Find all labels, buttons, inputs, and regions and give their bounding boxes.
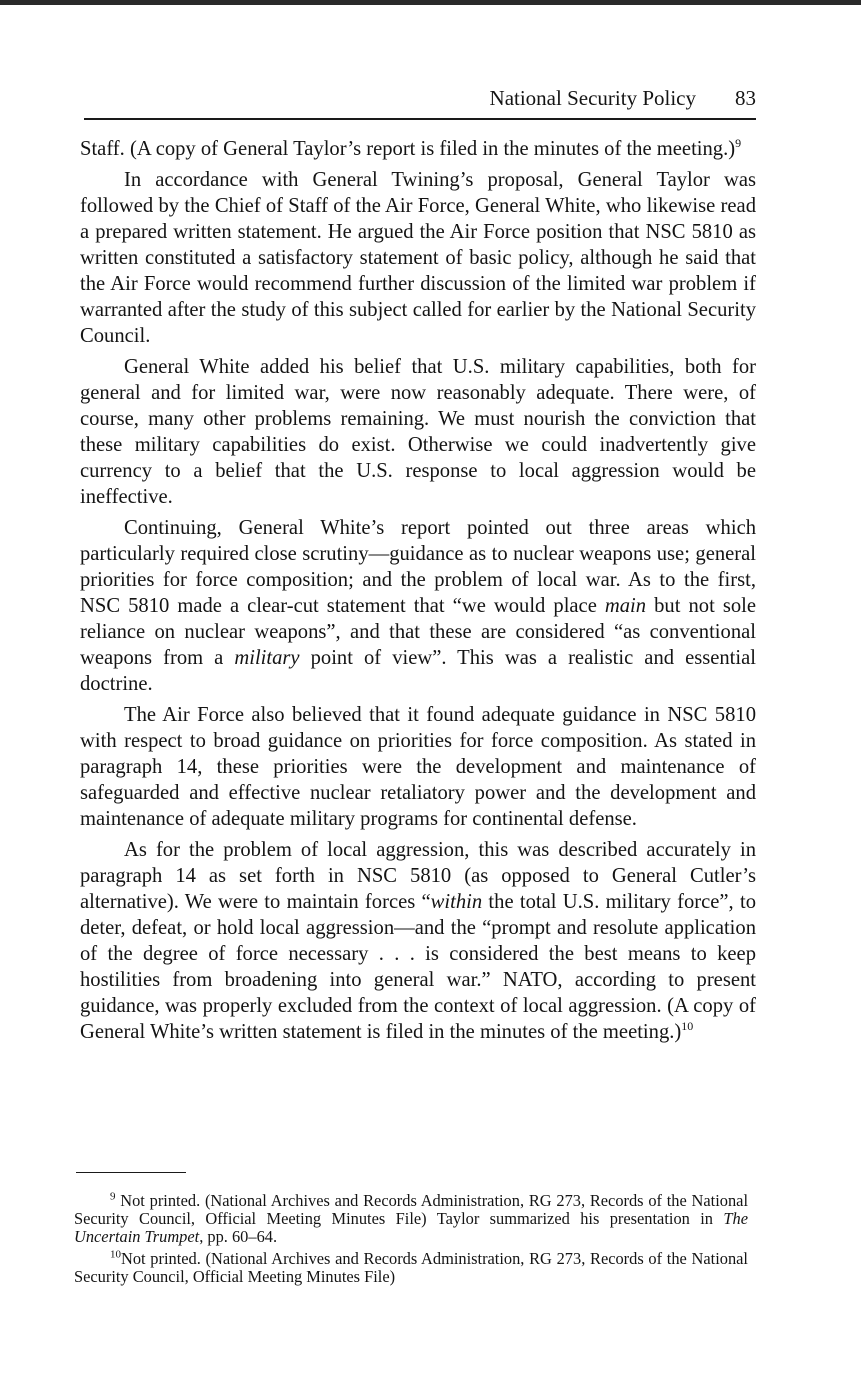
paragraph (80, 136, 756, 162)
paragraph (80, 702, 756, 832)
emphasis-text: military (234, 647, 300, 669)
paragraph (80, 837, 756, 1045)
paragraph-text: General White added his belief that U.S. military capabilities, both for general and for limited war, were now reasonably adequate. There were, of course, many other problems remaining. We must nourish the conviction that these military capabilities do exist. Otherwise we could inadvertently give currency to a belief that the U.S. response to local aggression would be ineffective. (80, 356, 756, 508)
paragraph-text: As for the problem of local aggression, this was described accurately in paragraph 14 as set forth in NSC 5810 (as opposed to General Cutler’s alternative). We were to maintain forces “ (80, 839, 756, 913)
paragraph-text: In accordance with General Twining’s proposal, General Taylor was followed by the Chief of Staff of the Air Force, General White, who likewise read a prepared written statement. He argued the Air Force position that NSC 5810 as written constituted a satisfactory statement of basic policy, although he said that the Air Force would recommend further discussion of the limited war problem if warranted after the study of this subject called for earlier by the National Security Council. (80, 169, 756, 347)
emphasis-text: within (430, 891, 483, 913)
paragraph-text: The Air Force also believed that it found adequate guidance in NSC 5810 with respect to broad guidance on priorities for force composition. As stated in paragraph 14, these priorities were the development and maintenance of safeguarded and effective nuclear retaliatory power and the development and maintenance of adequate military programs for continental defense. (80, 704, 756, 830)
paragraph (80, 515, 756, 697)
running-header (84, 84, 756, 120)
footnote-text: Not printed. (National Archives and Records Administration, RG 273, Records of the National Security Council, Official Meeting Minutes File) Taylor summarized his presentation in (74, 1191, 748, 1228)
page-top-edge (0, 0, 861, 5)
footnote-reference: 9 (735, 136, 742, 151)
paragraph-text: Continuing, General White’s report pointed out three areas which particularly required close scrutiny—guidance as to nuclear weapons use; general priorities for force composition; and the problem of local war. As to the first, NSC 5810 made a clear-cut statement that “we would place (80, 517, 756, 617)
footnote (74, 1250, 748, 1286)
footnote-text: Not printed. (National Archives and Records Administration, RG 273, Records of the National Security Council, Official Meeting Minutes File) (74, 1249, 748, 1286)
footnote-text: , pp. 60–64. (199, 1227, 278, 1246)
footnote-divider (76, 1172, 186, 1173)
paragraph-text: the total U.S. military force”, to deter, defeat, or hold local aggression—and the “prompt and resolute application of the degree of force necessary . . . is considered the best means to keep hostilities from broadening into general war.” NATO, according to present guidance, was properly excluded from the context of local aggression. (A copy of General White’s written statement is filed in the minutes of the meeting.) (80, 891, 756, 1043)
paragraph-text: but not sole reliance on nuclear weapons”, and that these are considered “as conventional weapons from a (80, 595, 757, 669)
footnote-mark: 9 (110, 1190, 116, 1203)
footnote-reference: 10 (681, 1019, 694, 1034)
paragraph (80, 167, 756, 349)
footnote-book-title: The Uncertain Trumpet (74, 1209, 748, 1246)
footnote-mark: 10 (110, 1248, 121, 1261)
running-header-title: National Security Policy (489, 86, 696, 110)
body-text (80, 136, 756, 1050)
footnote (74, 1192, 748, 1246)
footnotes (74, 1192, 748, 1290)
emphasis-text: main (604, 595, 647, 617)
page-number: 83 (735, 86, 756, 110)
paragraph-text: Staff. (A copy of General Taylor’s report is filed in the minutes of the meeting.) (80, 138, 736, 160)
paragraph (80, 354, 756, 510)
paragraph-text: point of view”. This was a realistic and essential doctrine. (80, 647, 756, 695)
